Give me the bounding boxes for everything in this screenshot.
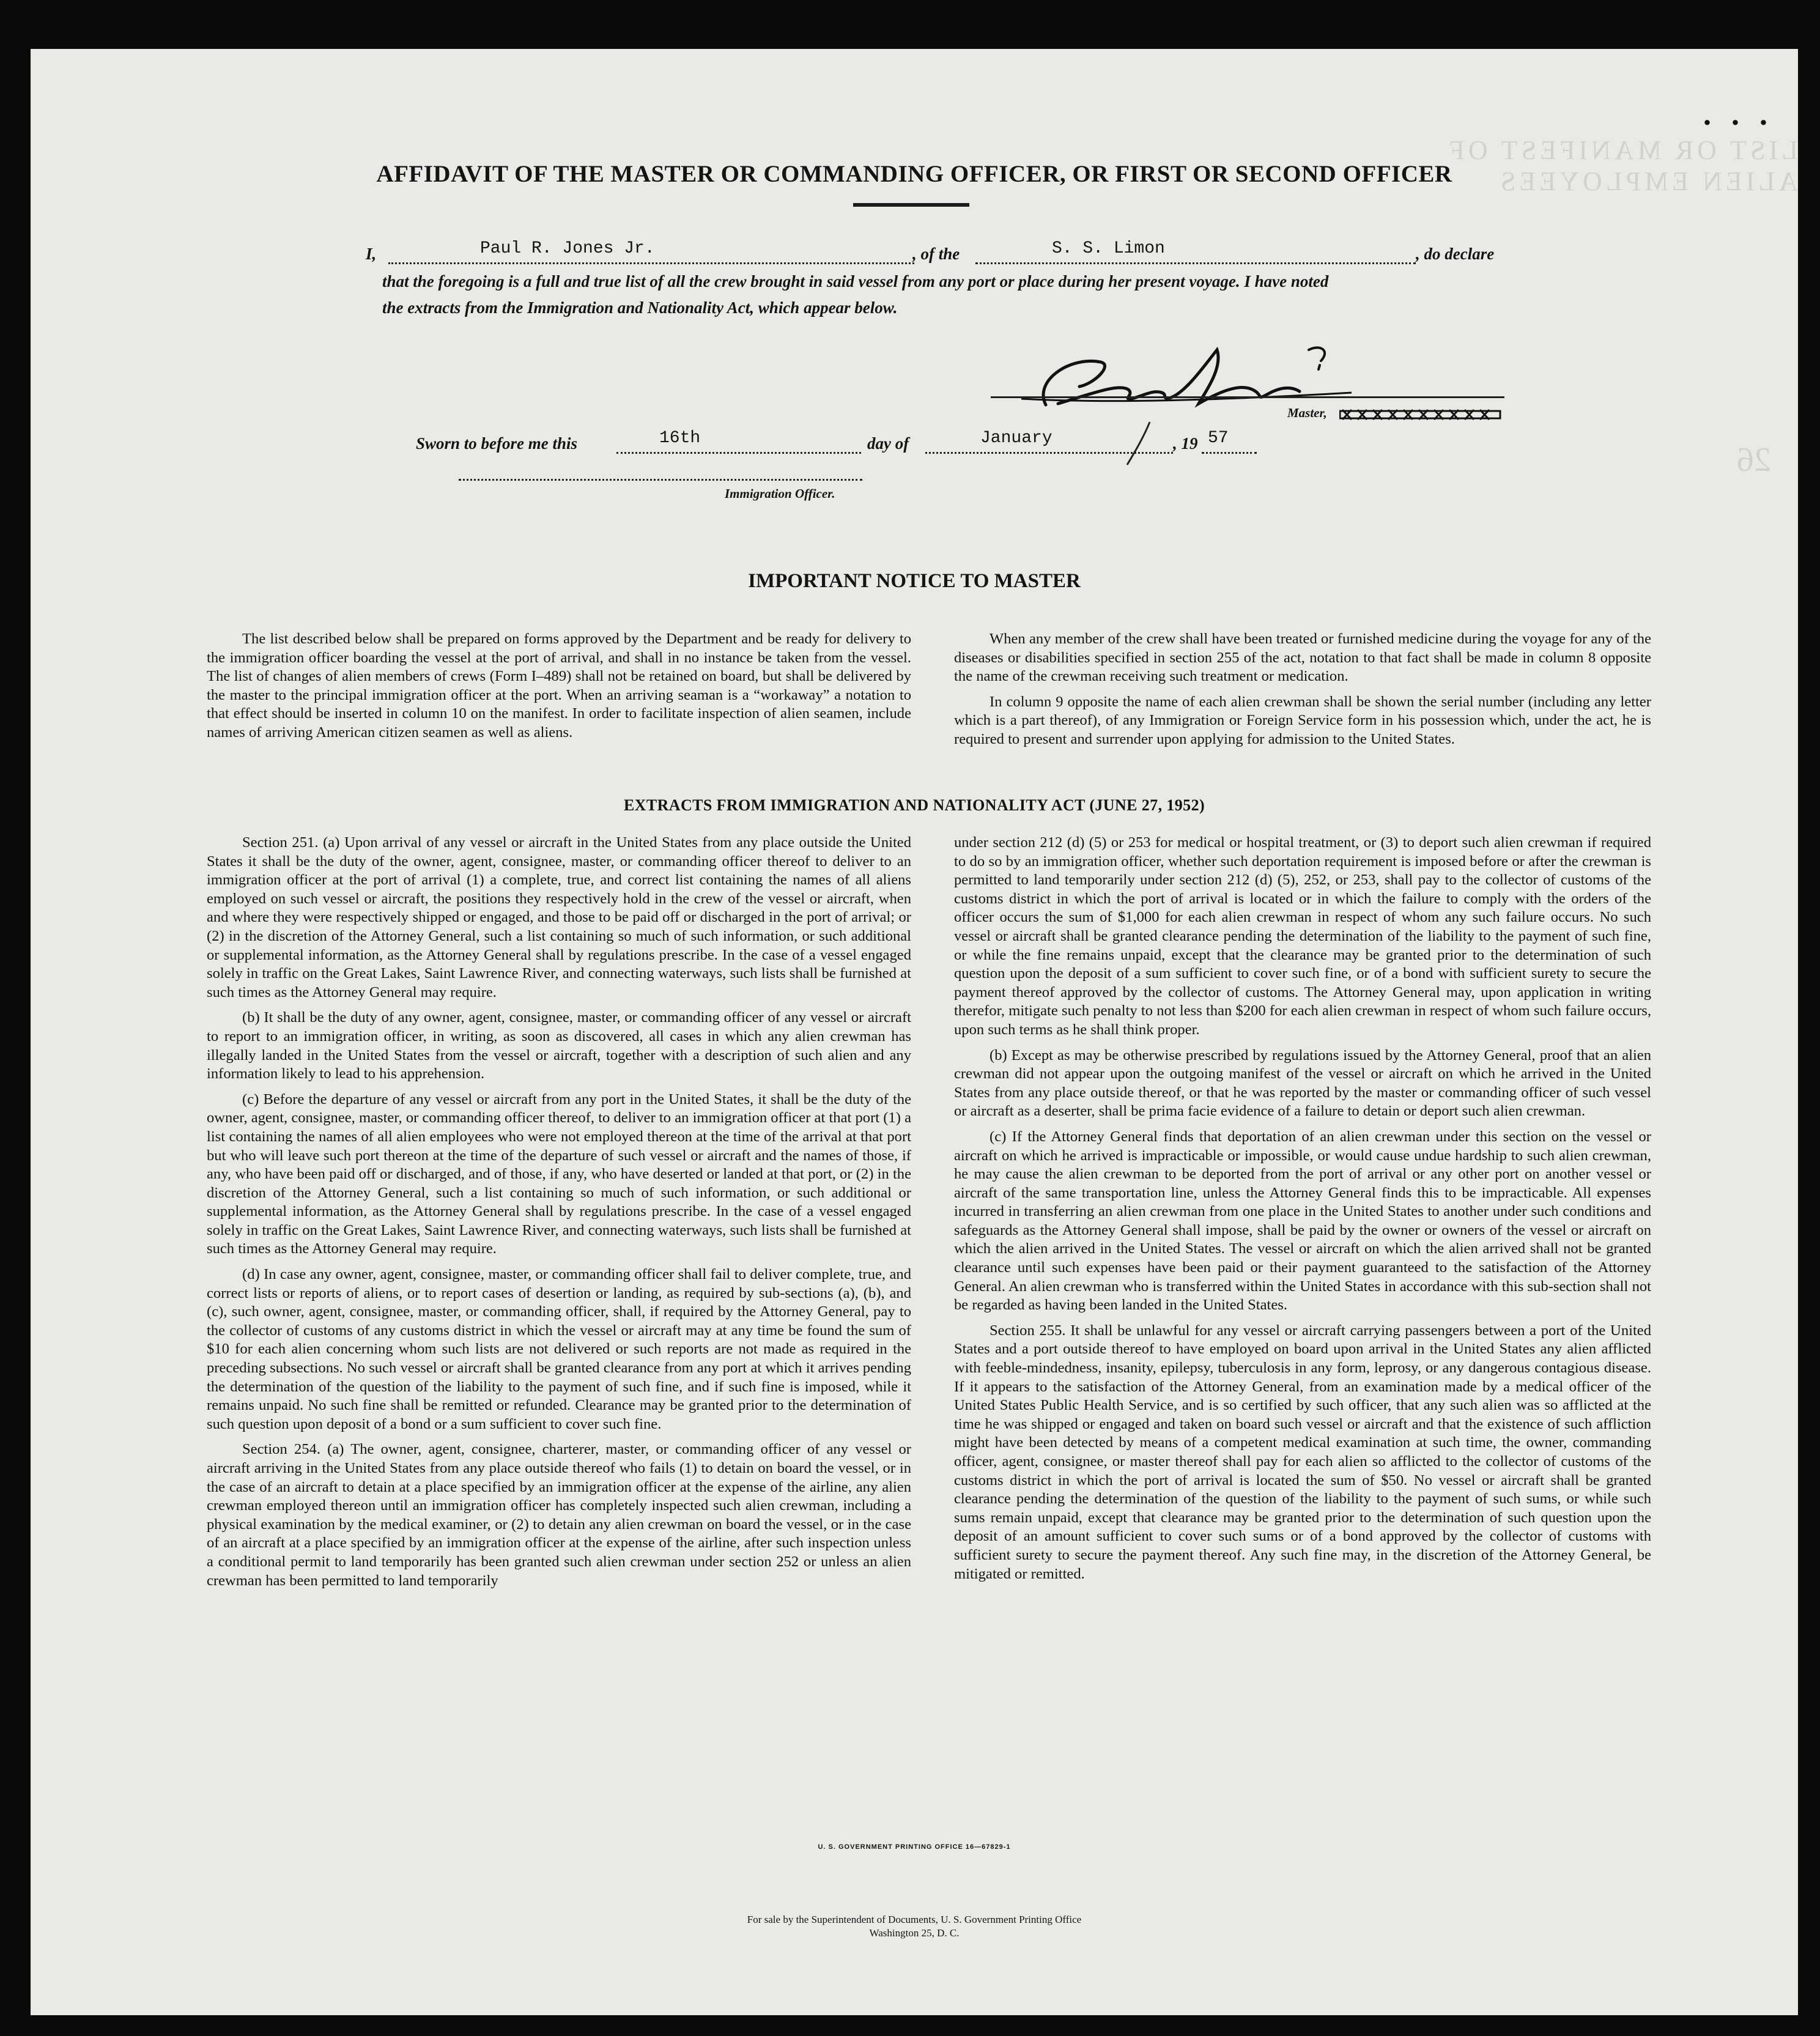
master-label: Master, <box>1287 405 1327 420</box>
declaration-line-3: the extracts from the Immigration and Nationality Act, which appear below. <box>382 298 898 317</box>
section-254a: Section 254. (a) The owner, agent, consignee, charterer, master, or commanding officer of any vessel or aircraft arriving in the United States from any place outside thereof who fails (1) to detain on board the vessel, or in the case of an aircraft to detain at a place specified by an immigration officer at the expense of the airline, any alien crewman employed thereon until an immigration officer has completely inspected such alien crewman, including a physical examination by the medical examiner, or (2) to detain any alien crewman on board the vessel, or in the case of an aircraft at a place specified by an immigration officer at the expense of the airline, after such inspection unless a conditional permit to land temporarily has been granted such alien crewman under section 252 or unless an alien crewman has been permitted to land temporarily <box>207 1441 911 1589</box>
sworn-year-prefix: , 19 <box>1173 434 1198 453</box>
section-251d: (d) In case any owner, agent, consignee, master, or commanding officer shall fail to deliver complete, true, and correct lists or reports of aliens, or to report cases of desertion or landing, as required by sub-sections (a), (b), and (c), such owner, agent, consignee, master, or commanding officer, shall, if required by the Attorney General, pay to the collector of customs of any customs district in which the vessel or aircraft may at any time be found the sum of $10 for each alien concerning whom such lists are not delivered or such reports are not made as required in the preceding subsections. No such vessel or aircraft shall be granted clearance from any port at which it arrives pending the determination of the question of the liability to the payment of such fine, and if such fine is imposed, while it remains unpaid. No such fine shall be remitted or refunded. Clearance may be granted prior to the determination of such question upon deposit of a bond or a sum sufficient to cover such fine. <box>207 1266 911 1432</box>
immigration-officer-signature-line <box>459 479 862 481</box>
footer-line-1: For sale by the Superintendent of Documents, U. S. Government Printing Office <box>747 1914 1082 1925</box>
section-255: Section 255. It shall be unlawful for any vessel or aircraft carrying passengers between a port of the United States and a port outside thereof to have employed on board upon arrival in the United States any alien afflicted with feeble-mindedness, insanity, epilepsy, tuberculosis in any form, leprosy, or any dangerous contagious disease. If it appears to the satisfaction of the Attorney General, from an examination made by a medical officer of the United States Public Health Service, and is so certified by such officer, that any such alien was so afflicted at the time he was shipped or engaged and taken on board such vessel or aircraft and that the existence of such affliction might have been detected by means of a competent medical examination at such time, the owner, commanding officer, agent, consignee, or master thereof shall pay for each alien so afflicted to the collector of customs of the customs district in which the port of arrival is located the sum of $50. No vessel or aircraft shall be granted clearance pending the determination of the question of the liability to the payment of such sums, or while such sums remain unpaid, except that clearance may be granted prior to the determination of such question upon the deposit of an amount sufficient to cover such sums or of a bond approved by the collector of customs with sufficient surety to secure the payment thereof. Any such fine may, in the discretion of the Attorney General, be mitigated or remitted. <box>954 1322 1651 1582</box>
sworn-year-field: 57 <box>1202 429 1257 454</box>
extracts-left-column <box>207 834 911 1597</box>
sworn-day-of: day of <box>867 434 909 453</box>
footer-line-2: Washington 25, D. C. <box>869 1927 960 1939</box>
sworn-month-field: January <box>925 429 1173 454</box>
notice-right-column <box>954 630 1651 756</box>
notice-paragraph: In column 9 opposite the name of each alien crewman shall be shown the serial number (including any letter which is a part thereof), of any Immigration or Foreign Service form in his possession which, under the act, he is required to present and surrender upon applying for admission to the United States. <box>954 693 1651 747</box>
declaration-do-declare: , do declare <box>1416 245 1495 263</box>
section-251b: (b) It shall be the duty of any owner, agent, consignee, master, or commanding officer of any vessel or aircraft to report to an immigration officer, in writing, as soon as discovered, all cases in which any alien crewman has illegally landed in the United States from the vessel or aircraft, together with a description of such alien and any information likely to lead to his apprehension. <box>207 1009 911 1083</box>
immigration-officer-label: Immigration Officer. <box>725 486 835 501</box>
struck-out-title <box>1339 407 1504 423</box>
bleed-through-header: LIST OR MANIFEST OF ALIEN EMPLOYEES <box>1446 135 1798 196</box>
declaration-line-2: that the foregoing is a full and true list of all the crew brought in said vessel from any port or place during her present voyage. I have noted <box>382 272 1329 291</box>
section-251c: (c) Before the departure of any vessel or aircraft from any port in the United States, it shall be the duty of the owner, agent, consignee, master, or commanding officer thereof, to deliver to an immigration officer at that port (1) a list containing the names of all alien employees who were not employed thereon at the time of the arrival at that port but who will leave such port thereon at the time of the departure of such vessel or aircraft and the names of those, if any, who have been paid off or discharged, and of those, if any, who have deserted or landed at that port, or (2) in the discretion of the Attorney General, such a list containing so much of such information, or such additional or supplemental information, as the Attorney General shall by regulations prescribe. In the case of a vessel engaged solely in traffic on the Great Lakes, Saint Lawrence River, and connecting waterways, such lists shall be furnished at such times as the Attorney General may require. <box>207 1090 911 1257</box>
footer-sale-notice <box>31 1913 1798 1940</box>
vessel-name-field: S. S. Limon <box>975 240 1416 264</box>
declaration-of-the: , of the <box>912 245 960 263</box>
document-page <box>31 49 1798 2015</box>
notice-title: IMPORTANT NOTICE TO MASTER <box>748 570 1081 592</box>
declaration-i: I, <box>366 245 377 263</box>
bleed-through-number: 26 <box>1737 441 1771 479</box>
notice-paragraph: When any member of the crew shall have been treated or furnished medicine during the voyage for any of the diseases or disabilities specified in section 255 of the act, notation to that fact shall be made in column 8 opposite the name of the crewman receiving such treatment or medication. <box>954 631 1651 685</box>
extracts-title: EXTRACTS FROM IMMIGRATION AND NATIONALITY ACT (JUNE 27, 1952) <box>623 796 1205 814</box>
gpo-imprint: U. S. GOVERNMENT PRINTING OFFICE 16—67829-1 <box>818 1843 1011 1851</box>
notice-paragraph: The list described below shall be prepared on forms approved by the Department and be ready for delivery to the immigration officer boarding the vessel at the port of arrival, and shall in no instance be taken from the vessel. The list of changes of alien members of crews (Form I–489) shall not be retained on board, but shall be delivered by the master to the principal immigration officer at the port. When an arriving seaman is a “workaway” a notation to that effect should be inserted in column 10 on the manifest. In order to facilitate inspection of alien seamen, include names of arriving American citizen seamen as well as aliens. <box>207 631 911 741</box>
master-signature-line <box>991 396 1504 398</box>
signature-stroke <box>1122 419 1159 468</box>
sworn-prefix: Sworn to before me this <box>416 434 578 453</box>
section-251a: Section 251. (a) Upon arrival of any vessel or aircraft in the United States from any place outside the United States it shall be the duty of the owner, agent, consignee, master, or commanding officer thereof to deliver to an immigration officer at the port of arrival (1) a complete, true, and correct list containing the names of all aliens employed on such vessel or aircraft, the positions they respectively hold in the crew of the vessel or aircraft, when and where they were respectively shipped or engaged, and those to be paid off or discharged in the port of arrival; or (2) in the discretion of the Attorney General, such a list containing so much of such information, or such additional or supplemental information, as the Attorney General shall by regulations prescribe. In the case of a vessel engaged solely in traffic on the Great Lakes, Saint Lawrence River, and connecting waterways, such lists shall be furnished at such times as the Attorney General may require. <box>207 834 911 1001</box>
master-name-field: Paul R. Jones Jr. <box>388 240 914 264</box>
affidavit-title: AFFIDAVIT OF THE MASTER OR COMMANDING OFFICER, OR FIRST OR SECOND OFFICER <box>376 161 1452 187</box>
section-254c: (c) If the Attorney General finds that deportation of an alien crewman under this section on the vessel or aircraft on which he arrived is impracticable or impossible, or would cause undue hardship to such alien crewman, he may cause the alien crewman to be deported from the port of arrival or any other port on another vessel or aircraft of the same transportation line, unless the Attorney General finds this to be impracticable. All expenses incurred in transferring an alien crewman from one place in the United States to another under such conditions and safeguards as the Attorney General shall impose, shall be paid by the owner or owners of the vessel or aircraft on which the alien arrived in the United States. The vessel or aircraft on which the alien arrived shall not be granted clearance until such expenses have been paid or their payment guaranteed to the satisfaction of the Attorney General. An alien crewman who is transferred within the United States in accordance with this sub-section shall not be regarded as having been landed in the United States. <box>954 1128 1651 1314</box>
notice-left-column <box>207 630 911 749</box>
sworn-day-field: 16th <box>616 429 861 454</box>
title-rule <box>853 203 969 207</box>
edge-marks: . . . <box>1703 97 1774 132</box>
section-254b: (b) Except as may be otherwise prescribed by regulations issued by the Attorney General, proof that an alien crewman did not appear upon the outgoing manifest of the vessel or aircraft on which he arrived in the United States from any place outside thereof, or that he was reported by the master or commanding officer of such vessel or aircraft as a deserter, shall be prima facie evidence of a failure to detain or deport such alien crewman. <box>954 1046 1651 1120</box>
section-254a-continued: under section 212 (d) (5) or 253 for medical or hospital treatment, or (3) to deport such alien crewman if required to do so by an immigration officer, whether such deportation requirement is imposed before or after the crewman is permitted to land temporarily under section 212 (d) (5), 252, or 253, shall pay to the collector of customs of the customs district in which the port of arrival is located or in which the failure to comply with the orders of the officer occurs the sum of $1,000 for each alien crewman in respect of whom any such failure occurs. No such vessel or aircraft shall be granted clearance pending the determination of the liability to the payment of such fine, or while the fine remains unpaid, except that the clearance may be granted prior to the determination of such question upon the deposit of a sum sufficient to cover such fine, or of a bond with sufficient surety to secure the payment thereof approved by the collector of customs. The Attorney General may, upon application in writing therefor, mitigate such penalty to not less than $200 for each alien crewman in respect of whom such failure occurs, upon such terms as he shall think proper. <box>954 834 1651 1038</box>
extracts-right-column <box>954 834 1651 1590</box>
